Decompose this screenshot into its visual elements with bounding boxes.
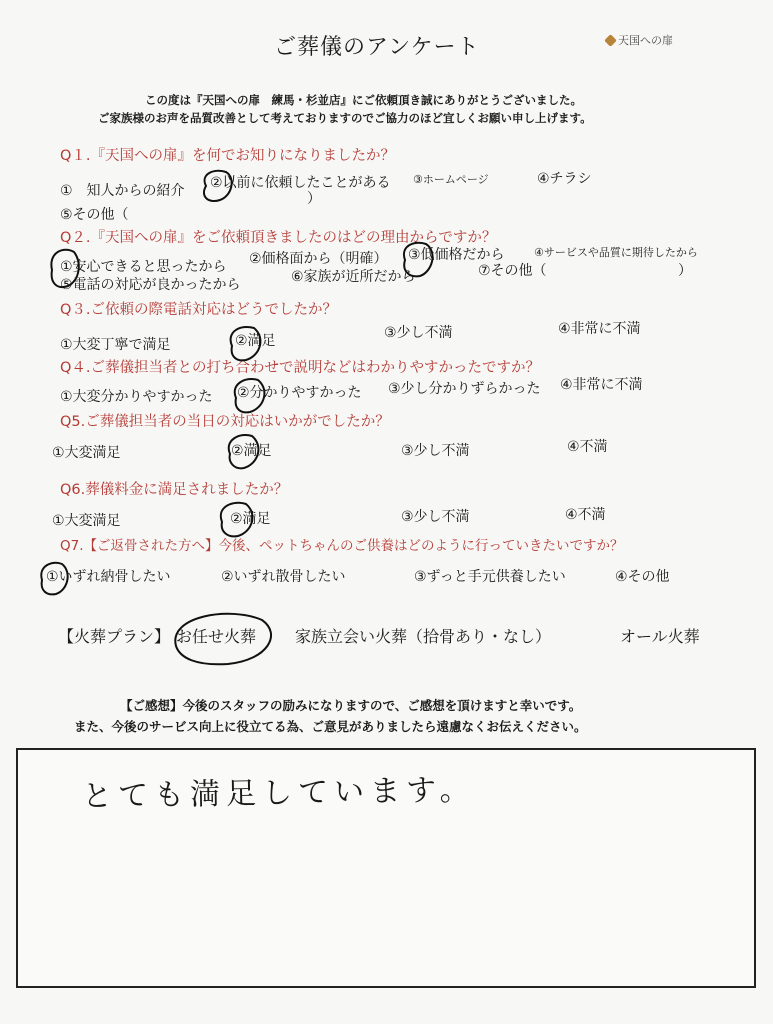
q3-option-2[interactable]: ②満足 xyxy=(235,333,276,349)
q6-option-1[interactable]: ①大変満足 xyxy=(52,513,121,529)
q7-option-3[interactable]: ③ずっと手元供養したい xyxy=(414,569,566,585)
intro-line-2: ご家族様のお声を品質改善として考えておりますのでご協力のほど宜しくお願い申し上げます。 xyxy=(98,111,592,125)
question-7: Q7.【ご返骨された方へ】今後、ペットちゃんのご供養はどのように行っていきたいですか？ xyxy=(60,538,624,554)
q1-option-5[interactable]: ⑤その他（ xyxy=(60,207,129,223)
q3-option-4[interactable]: ④非常に不満 xyxy=(558,321,641,337)
q1-option-3[interactable]: ③ホームページ xyxy=(413,173,489,186)
q5-option-2[interactable]: ②満足 xyxy=(231,443,272,459)
q2-option-2[interactable]: ②価格面から（明確） xyxy=(249,251,388,267)
feedback-line-1: 【ご感想】今後のスタッフの励みになりますので、ご感想を頂けますと幸いです。 xyxy=(120,698,582,713)
q2-option-7[interactable]: ⑦その他（ xyxy=(478,263,547,279)
question-5: Q5.ご葬儀担当者の当日の対応はいかがでしたか？ xyxy=(60,414,390,430)
logo-text: 天国への扉 xyxy=(618,34,673,47)
feedback-box[interactable] xyxy=(16,748,756,988)
q4-option-2[interactable]: ②分かりやすかった xyxy=(237,385,362,401)
question-1: Q１.『天国への扉』を何でお知りになりましたか？ xyxy=(60,148,396,164)
q2-option-3[interactable]: ③低価格だから xyxy=(408,247,505,263)
q1-option-2[interactable]: ②以前に依頼したことがある xyxy=(210,175,391,191)
question-2: Q２.『天国への扉』をご依頼頂きましたのはどの理由からですか？ xyxy=(60,230,497,246)
q7-option-2[interactable]: ②いずれ散骨したい xyxy=(221,569,346,585)
q4-option-4[interactable]: ④非常に不満 xyxy=(560,377,643,393)
q2-option-6[interactable]: ⑥家族が近所だから xyxy=(291,269,416,285)
q6-option-3[interactable]: ③少し不満 xyxy=(401,509,470,525)
q6-option-2[interactable]: ②満足 xyxy=(230,511,271,527)
q3-option-3[interactable]: ③少し不満 xyxy=(384,325,453,341)
logo-mark-icon xyxy=(604,34,617,47)
brand-logo xyxy=(606,32,673,48)
q5-option-4[interactable]: ④不満 xyxy=(567,439,608,455)
q4-option-1[interactable]: ①大変分かりやすかった xyxy=(60,389,213,405)
question-4: Q４.ご葬儀担当者との打ち合わせで説明などはわかりやすかったですか？ xyxy=(60,360,541,376)
q3-option-1[interactable]: ①大変丁寧で満足 xyxy=(60,337,171,353)
q4-option-3[interactable]: ③少し分かりずらかった xyxy=(388,381,541,397)
q6-option-4[interactable]: ④不満 xyxy=(565,507,606,523)
feedback-line-2: また、今後のサービス向上に役立てる為、ご意見がありましたら遠慮なくお伝えください。 xyxy=(74,719,587,734)
q1-option-1[interactable]: ① 知人からの紹介 xyxy=(60,183,185,199)
q1-option-5-close: ） xyxy=(307,191,321,207)
plan-label: 【火葬プラン】 xyxy=(58,627,171,646)
q2-option-7-close: ） xyxy=(678,263,692,279)
intro-line-1: この度は『天国への扉 練馬・杉並店』にご依頼頂き誠にありがとうございました。 xyxy=(145,93,582,107)
q2-option-1[interactable]: ①安心できると思ったから xyxy=(60,259,227,275)
handwritten-comment: とても満足しています。 xyxy=(81,772,476,815)
q5-option-3[interactable]: ③少し不満 xyxy=(401,443,470,459)
plan-option-1[interactable]: お任せ火葬 xyxy=(176,627,257,646)
q2-option-4[interactable]: ④サービスや品質に期待したから xyxy=(534,246,698,259)
q7-option-1[interactable]: ①いずれ納骨したい xyxy=(46,569,171,585)
plan-option-3[interactable]: オール火葬 xyxy=(620,627,700,646)
question-3: Q３.ご依頼の際電話対応はどうでしたか？ xyxy=(60,302,338,318)
q2-option-5[interactable]: ⑤電話の対応が良かったから xyxy=(60,277,241,293)
page-title: ご葬儀のアンケート xyxy=(274,35,480,60)
plan-option-2[interactable]: 家族立会い火葬（拾骨あり・なし） xyxy=(295,627,552,646)
question-6: Q6.葬儀料金に満足されましたか？ xyxy=(60,482,289,498)
q1-option-4[interactable]: ④チラシ xyxy=(537,171,592,187)
q7-option-4[interactable]: ④その他 xyxy=(615,569,670,585)
q5-option-1[interactable]: ①大変満足 xyxy=(52,445,121,461)
